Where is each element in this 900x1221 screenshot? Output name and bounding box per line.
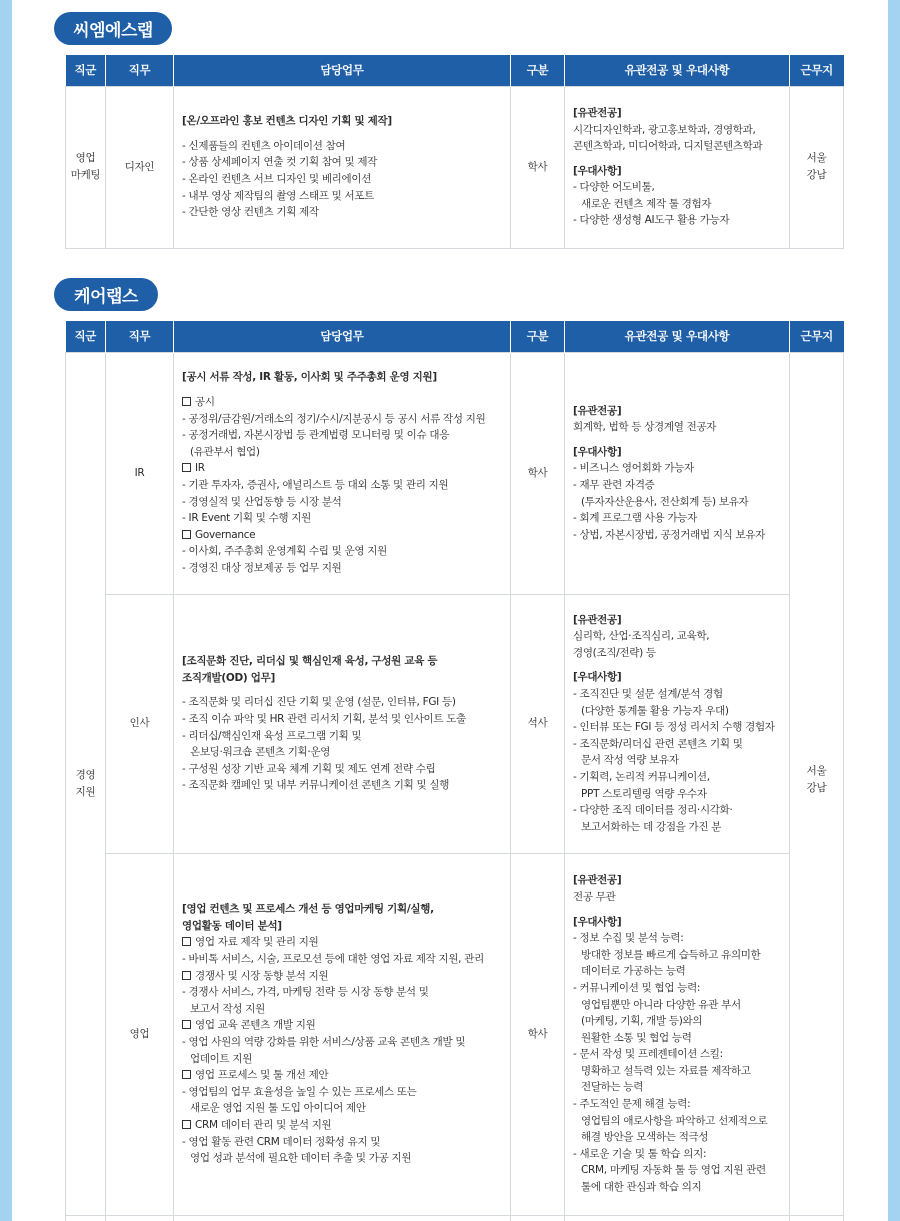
spacer [573,155,781,163]
spacer [182,686,502,694]
cell-line: - 공정거래법, 자본시장법 등 관계법령 모니터링 및 이슈 대응 [182,429,450,442]
job-cell: 영업 [106,853,174,1215]
checkbox-item-label: CRM 데이터 관리 및 분석 지원 [195,1118,332,1131]
header-job: 직무 [106,321,174,352]
requirements-cell [565,86,790,248]
requirements-cell [565,853,790,1215]
cell-line: 심리학, 산업·조직심리, 교육학, [573,630,710,643]
cell-heading: [우대사항] [573,915,622,928]
cell-line: 회계학, 법학 등 상경계열 전공자 [573,421,717,434]
cell-heading: [유관전공] [573,613,622,626]
cell-line: - 문서 작성 및 프레젠테이션 스킬: [573,1048,723,1061]
header-location: 근무지 [790,321,844,352]
header-duties: 담당업무 [174,321,511,352]
cell-line: (투자자산운용사, 전산회계 등) 보유자 [581,495,749,508]
table-row [66,853,844,1215]
empty-cell [565,1215,790,1221]
cell-line: - 조직 이슈 파악 및 HR 관련 리서치 기획, 분석 및 인사이트 도출 [182,712,466,725]
cell-line: - 경영진 대상 정보제공 등 업무 지원 [182,561,342,574]
header-requirements: 유관전공 및 우대사항 [565,55,790,86]
cell-heading: [영업 컨텐츠 및 프로세스 개선 등 영업마케팅 기획/실행, [182,903,434,916]
cell-line: 영업팀의 애로사항을 파악하고 선제적으로 [581,1114,768,1127]
cell-line: 방대한 정보를 빠르게 습득하고 유의미한 [581,948,761,961]
group-cell [66,352,106,1215]
header-requirements: 유관전공 및 우대사항 [565,321,790,352]
education-cell: 석사 [511,594,565,853]
location-line: 강남 [806,169,827,181]
group-line: 지원 [75,785,96,798]
table-row-partial [66,1215,844,1221]
section-title-cmslab: 씨엠에스랩 [54,12,172,45]
checkbox-icon [182,1020,191,1029]
requirements-cell [565,594,790,853]
empty-cell [174,1215,511,1221]
checkbox-item-label: 영업 프로세스 및 툴 개선 제안 [195,1069,329,1082]
cell-line: - 영업팀의 업무 효율성을 높일 수 있는 프로세스 또는 [182,1085,417,1098]
requirements-cell [565,352,790,594]
cell-line: 원활한 소통 및 협업 능력 [581,1031,692,1044]
cell-line: 명확하고 설득력 있는 자료를 제작하고 [581,1064,751,1077]
cell-line: 영업팀뿐만 아니라 다양한 유관 부서 [581,998,741,1011]
cell-line: PPT 스토리텔링 역량 우수자 [581,787,707,800]
table-row [66,86,844,248]
cell-heading: [온/오프라인 홍보 컨텐츠 디자인 기획 및 제작] [182,115,392,128]
cell-line: - 재무 관련 자격증 [573,479,655,491]
location-line: 서울 [806,764,827,777]
checkbox-item-label: Governance [195,528,256,541]
group-line: 영업 [75,152,96,165]
cell-line: - 내부 영상 제작팀의 촬영 스태프 및 서포트 [182,189,375,202]
cell-line: (다양한 통계툴 활용 가능자 우대) [581,704,729,717]
checkbox-item [182,1067,502,1084]
header-group: 직군 [66,55,106,86]
cell-line: - 기관 투자자, 증권사, 애널리스트 등 대외 소통 및 관리 지원 [182,479,449,491]
checkbox-icon [182,530,191,539]
job-cell: 디자인 [106,86,174,248]
cell-line: - 조직진단 및 설문 설계/분석 경험 [573,688,723,701]
cell-line: - 다양한 어도비툴, [573,181,655,194]
cell-heading: [우대사항] [573,445,622,458]
cell-line: - 주도적인 문제 해결 능력: [573,1098,691,1111]
cell-line: - 경쟁사 서비스, 가격, 마케팅 전략 등 시장 동향 분석 및 [182,986,429,999]
table-header-row [66,321,844,352]
checkbox-item [182,968,502,985]
group-line: 경영 [75,768,96,781]
checkbox-icon [182,1120,191,1129]
empty-cell [106,1215,174,1221]
checkbox-item [182,460,502,477]
cell-line: - 공정위/금감원/거래소의 정기/수시/지분공시 등 공시 서류 작성 지원 [182,412,486,425]
section-title-carelabs: 케어랩스 [54,278,158,311]
duties-cell [174,86,511,248]
education-cell: 학사 [511,86,565,248]
header-group: 직군 [66,321,106,352]
checkbox-item [182,934,502,951]
header-location: 근무지 [790,55,844,86]
checkbox-item-label: 경쟁사 및 시장 동향 분석 지원 [195,969,329,982]
spacer [182,386,502,394]
checkbox-item-label: 영업 교육 콘텐츠 개발 지원 [195,1019,316,1032]
cell-line: - 경영실적 및 산업동향 등 시장 분석 [182,495,342,508]
spacer [573,436,781,444]
cell-heading: [공시 서류 작성, IR 활동, 이사회 및 주주총회 운영 지원] [182,371,437,384]
education-cell: 학사 [511,853,565,1215]
checkbox-item-label: 공시 [195,396,215,409]
cell-line: - 다양한 생성형 AI도구 활용 가능자 [573,214,730,227]
cell-line: 문서 작성 역량 보유자 [581,754,679,767]
checkbox-item [182,394,502,411]
checkbox-icon [182,1070,191,1079]
header-job: 직무 [106,55,174,86]
duties-cell [174,853,511,1215]
cell-line: - 신제품들의 컨텐츠 아이데이션 참여 [182,139,346,152]
table-row [66,352,844,594]
job-cell: IR [106,352,174,594]
empty-cell [511,1215,565,1221]
cell-line: - 조직문화/리더십 관련 콘텐츠 기획 및 [573,737,743,750]
location-line: 서울 [806,152,827,165]
cell-line: 보고서화하는 데 강점을 가진 분 [581,820,722,833]
cell-heading: [유관전공] [573,106,622,119]
checkbox-item-label: IR [195,462,205,475]
location-cell [790,352,844,1215]
cell-line: 새로운 컨텐츠 제작 툴 경험자 [581,197,712,210]
header-education: 구분 [511,55,565,86]
cell-line: - 상품 상세페이지 연출 컷 기획 참여 및 제작 [182,156,378,169]
cell-line: 전공 무관 [573,890,616,903]
checkbox-item [182,1117,502,1134]
table-header-row [66,55,844,86]
checkbox-icon [182,937,191,946]
cell-line: 영업 성과 분석에 필요한 데이터 추출 및 가공 지원 [190,1152,412,1165]
checkbox-icon [182,971,191,980]
cell-line: - 구성원 성장 기반 교육 체계 기획 및 제도 연계 전략 수립 [182,762,436,775]
checkbox-item [182,527,502,544]
group-line: 마케팅 [70,169,101,181]
spacer [573,661,781,669]
job-table-carelabs [65,321,844,1221]
cell-line: 시각디자인학과, 광고홍보학과, 경영학과, [573,123,756,136]
cell-line: - 정보 수집 및 분석 능력: [573,932,684,945]
cell-line: - 커뮤니케이션 및 협업 능력: [573,981,701,994]
cell-line: - 비즈니스 영어회화 가능자 [573,462,694,475]
cell-line: - 인터뷰 또는 FGI 등 정성 리서치 수행 경험자 [573,721,775,734]
cell-line: - 간단한 영상 컨텐츠 기획 제작 [182,206,319,219]
cell-heading: 조직개발(OD) 업무] [182,671,275,684]
education-cell: 학사 [511,352,565,594]
cell-line: - 회계 프로그램 사용 가능자 [573,512,697,525]
cell-line: 업데이트 지원 [190,1052,253,1065]
cell-line: - 조직문화 캠페인 및 내부 커뮤니케이션 콘텐츠 기획 및 실행 [182,779,450,792]
job-table-cmslab [65,55,844,249]
cell-line: (유관부서 협업) [190,445,260,458]
spacer [182,130,502,138]
cell-line: 해결 방안을 모색하는 적극성 [581,1131,709,1144]
cell-line: - 새로운 기술 및 툴 학습 의지: [573,1147,707,1160]
cell-line: CRM, 마케팅 자동화 툴 등 영업 지원 관련 [581,1164,766,1177]
spacer [573,906,781,914]
cell-line: 전달하는 능력 [581,1081,644,1094]
duties-cell [174,352,511,594]
checkbox-item-label: 영업 자료 제작 및 관리 지원 [195,936,319,949]
cell-line: - 조직문화 및 리더십 진단 기획 및 운영 (설문, 인터뷰, FGI 등) [182,696,456,709]
cell-line: - 바비톡 서비스, 시술, 프로모션 등에 대한 영업 자료 제작 지원, 관리 [182,953,484,966]
cell-line: - 온라인 컨텐츠 서브 디자인 및 베리에이션 [182,173,372,185]
cell-line: - 다양한 조직 데이터를 정리·시각화· [573,804,733,817]
location-line: 강남 [806,781,827,794]
cell-line: 콘텐츠학과, 미디어학과, 디지털콘텐츠학과 [573,140,763,153]
cell-heading: [우대사항] [573,671,622,684]
cell-line: - 이사회, 주주총회 운영계획 수립 및 운영 지원 [182,545,387,558]
table-row [66,594,844,853]
duties-cell [174,594,511,853]
cell-line: 데이터로 가공하는 능력 [581,965,686,978]
cell-line: - 영업 활동 관련 CRM 데이터 정확성 유지 및 [182,1135,381,1148]
cell-heading: [유관전공] [573,874,622,887]
header-duties: 담당업무 [174,55,511,86]
cell-heading: [우대사항] [573,164,622,177]
checkbox-icon [182,463,191,472]
cell-line: 새로운 영업 지원 툴 도입 아이디어 제안 [190,1102,366,1115]
cell-line: - 리더십/핵심인재 육성 프로그램 기획 및 [182,729,362,742]
job-cell: 인사 [106,594,174,853]
cell-heading: 영업활동 데이터 분석] [182,919,282,932]
cell-line: 온보딩·워크숍 콘텐츠 기획·운영 [190,746,331,759]
cell-line: - IR Event 기획 및 수행 지원 [182,512,311,525]
cell-line: (마케팅, 기획, 개발 등)와의 [581,1015,703,1028]
cell-line: - 영업 사원의 역량 강화를 위한 서비스/상품 교육 콘텐츠 개발 및 [182,1036,466,1048]
group-cell [66,86,106,248]
cell-line: 보고서 작성 지원 [190,1002,265,1015]
checkbox-icon [182,397,191,406]
header-education: 구분 [511,321,565,352]
cell-line: - 기획력, 논리적 커뮤니케이션, [573,770,710,783]
cell-heading: [조직문화 진단, 리더십 및 핵심인재 육성, 구성원 교육 등 [182,655,438,668]
cell-line: 경영(조직/전략) 등 [573,646,656,659]
empty-cell [66,1215,106,1221]
cell-line: 툴에 대한 관심과 학습 의지 [581,1181,702,1194]
cell-heading: [유관전공] [573,404,622,417]
checkbox-item [182,1017,502,1034]
location-cell [790,86,844,248]
cell-line: - 상법, 자본시장법, 공정거래법 지식 보유자 [573,528,766,541]
empty-cell [790,1215,844,1221]
